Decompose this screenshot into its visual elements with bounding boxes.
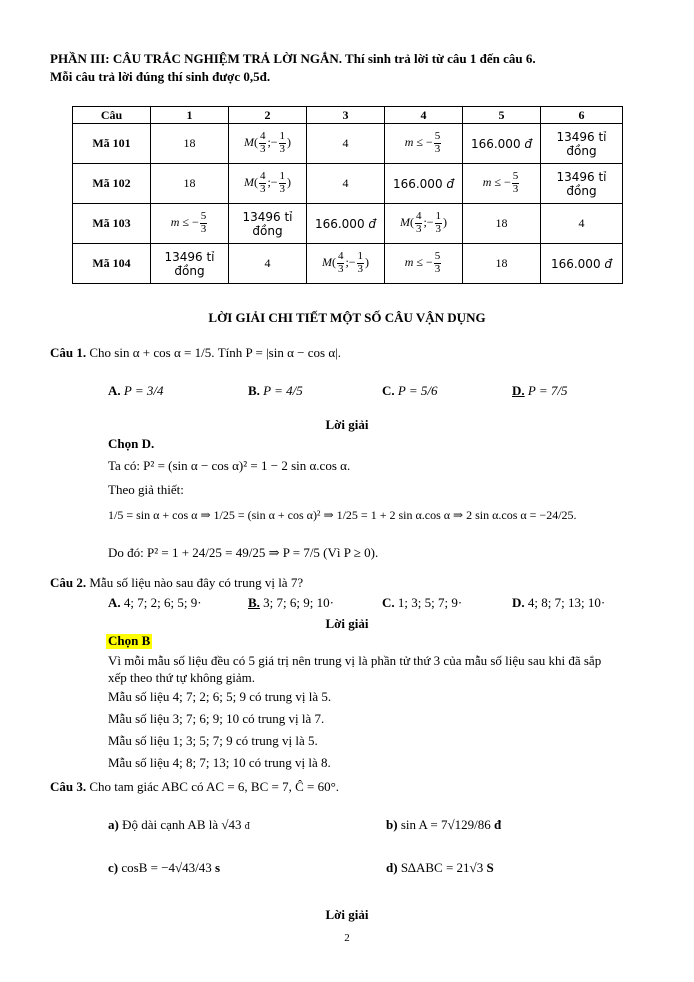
table-cell: 166.000 đ: [385, 164, 463, 204]
q1-solution-title: Lời giải: [325, 417, 369, 432]
table-cell: 18: [463, 244, 541, 284]
q2-sample-line: Mẫu số liệu 4; 7; 2; 6; 5; 9 có trung vị là 5.: [108, 689, 332, 704]
table-cell: 166.000 đ: [541, 244, 623, 284]
q3-statement-a: a) Độ dài cạnh AB là √43 đ: [108, 817, 250, 832]
q1-prompt: Cho sin α + cos α = 1/5. Tính P = |sin α − cos α|.: [89, 345, 341, 360]
header-2: 2: [229, 107, 307, 124]
table-cell: 18: [151, 164, 229, 204]
table-header-row: [73, 107, 623, 124]
table-cell: 18: [463, 204, 541, 244]
header-1: 1: [151, 107, 229, 124]
q1-step1: Ta có: P² = (sin α − cos α)² = 1 − 2 sin α.cos α.: [108, 458, 351, 473]
q2-option-b: B. 3; 7; 6; 9; 10·: [248, 595, 334, 610]
answer-table: [72, 106, 623, 284]
table-cell: m ≤ − $\frac{5}{3}$: [463, 164, 541, 204]
q3-statement-c: c) cosB = −4√43/43 s: [108, 860, 221, 875]
q1-choose: Chọn D.: [108, 436, 155, 451]
q2-question: [50, 576, 303, 591]
table-row: [73, 164, 623, 204]
row-code: Mã 102: [73, 164, 151, 204]
q2-option-a: A. 4; 7; 2; 6; 5; 9·: [108, 595, 202, 610]
q2-option-d: D. 4; 8; 7; 13; 10·: [512, 595, 606, 610]
q2-sample-line: Mẫu số liệu 4; 8; 7; 13; 10 có trung vị là 8.: [108, 755, 331, 770]
table-cell: 4: [307, 124, 385, 164]
q2-sample-line: Mẫu số liệu 3; 7; 6; 9; 10 có trung vị là 7.: [108, 711, 325, 726]
table-cell: M( $\frac{4}{3}$ ;− $\frac{1}{3}$ ): [229, 124, 307, 164]
q3-statement-b: b) sin A = 7√129/86 đ: [386, 817, 502, 832]
table-cell: 4: [541, 204, 623, 244]
q1-step3: 1/5 = sin α + cos α ⇒ 1/25 = (sin α + cos α)² ⇒ 1/25 = 1 + 2 sin α.cos α ⇒ 2 sin α.cos α = −24/25.: [108, 508, 577, 522]
table-cell: m ≤ − $\frac{5}{3}$: [385, 124, 463, 164]
q1-step4: Do đó: P² = 1 + 24/25 = 49/25 ⇒ P = 7/5 (Vì P ≥ 0).: [108, 545, 379, 560]
page-number: 2: [344, 932, 350, 944]
row-code: Mã 101: [73, 124, 151, 164]
row-code: Mã 103: [73, 204, 151, 244]
table-row: [73, 124, 623, 164]
q2-explain-line1: Vì mỗi mẫu số liệu đều có 5 giá trị nên trung vị là phần tử thứ 3 của mẫu số liệu sau khi đã sắp: [108, 653, 602, 668]
header-6: 6: [541, 107, 623, 124]
q3-prompt: Cho tam giác ABC có AC = 6, BC = 7, Ĉ = 60°.: [89, 779, 340, 794]
q1-step2: Theo giả thiết:: [108, 482, 184, 497]
table-cell: 13496 tỉ đồng: [541, 124, 623, 164]
q2-sample-line: Mẫu số liệu 1; 3; 5; 7; 9 có trung vị là 5.: [108, 733, 318, 748]
table-cell: 166.000 đ: [307, 204, 385, 244]
header-5: 5: [463, 107, 541, 124]
q1-option-a: A. P = 3/4: [108, 383, 164, 398]
q1-option-b: B. P = 4/5: [248, 383, 303, 398]
row-code: Mã 104: [73, 244, 151, 284]
table-cell: 13496 tỉ đồng: [151, 244, 229, 284]
table-row: [73, 244, 623, 284]
table-cell: m ≤ − $\frac{5}{3}$: [385, 244, 463, 284]
q1-option-d: D. P = 7/5: [512, 383, 568, 398]
table-cell: 4: [307, 164, 385, 204]
section-title: LỜI GIẢI CHI TIẾT MỘT SỐ CÂU VẬN DỤNG: [208, 310, 486, 325]
q3-solution-title: Lời giải: [325, 907, 369, 922]
table-cell: m ≤ − $\frac{5}{3}$: [151, 204, 229, 244]
table-row: [73, 204, 623, 244]
table-cell: 13496 tỉ đồng: [229, 204, 307, 244]
header-3: 3: [307, 107, 385, 124]
q1-question: [50, 346, 341, 361]
table-cell: 13496 tỉ đồng: [541, 164, 623, 204]
q2-solution-title: Lời giải: [325, 616, 369, 631]
q3-label: Câu 3.: [50, 779, 87, 794]
q2-explain-line2: xếp theo thứ tự không giảm.: [108, 670, 255, 685]
table-cell: M( $\frac{4}{3}$ ;− $\frac{1}{3}$ ): [385, 204, 463, 244]
q2-prompt: Mẫu số liệu nào sau đây có trung vị là 7?: [89, 575, 304, 590]
q2-choose: Chọn B: [108, 633, 151, 648]
part-heading: PHẦN III: CÂU TRẮC NGHIỆM TRẢ LỜI NGẮN. Thí sinh trả lời từ câu 1 đến câu 6.: [50, 51, 536, 66]
q2-option-c: C. 1; 3; 5; 7; 9·: [382, 595, 463, 610]
table-cell: M( $\frac{4}{3}$ ;− $\frac{1}{3}$ ): [307, 244, 385, 284]
part-scoring-note: Mỗi câu trả lời đúng thí sinh được 0,5đ.: [50, 69, 271, 84]
q1-option-c: C. P = 5/6: [382, 383, 438, 398]
table-cell: 4: [229, 244, 307, 284]
header-cau: Câu: [73, 107, 151, 124]
q3-statement-d: d) S∆ABC = 21√3 S: [386, 860, 494, 875]
q1-label: Câu 1.: [50, 345, 87, 360]
table-cell: 166.000 đ: [463, 124, 541, 164]
header-4: 4: [385, 107, 463, 124]
table-cell: M( $\frac{4}{3}$ ;− $\frac{1}{3}$ ): [229, 164, 307, 204]
table-cell: 18: [151, 124, 229, 164]
q2-label: Câu 2.: [50, 575, 87, 590]
q3-question: [50, 780, 339, 795]
